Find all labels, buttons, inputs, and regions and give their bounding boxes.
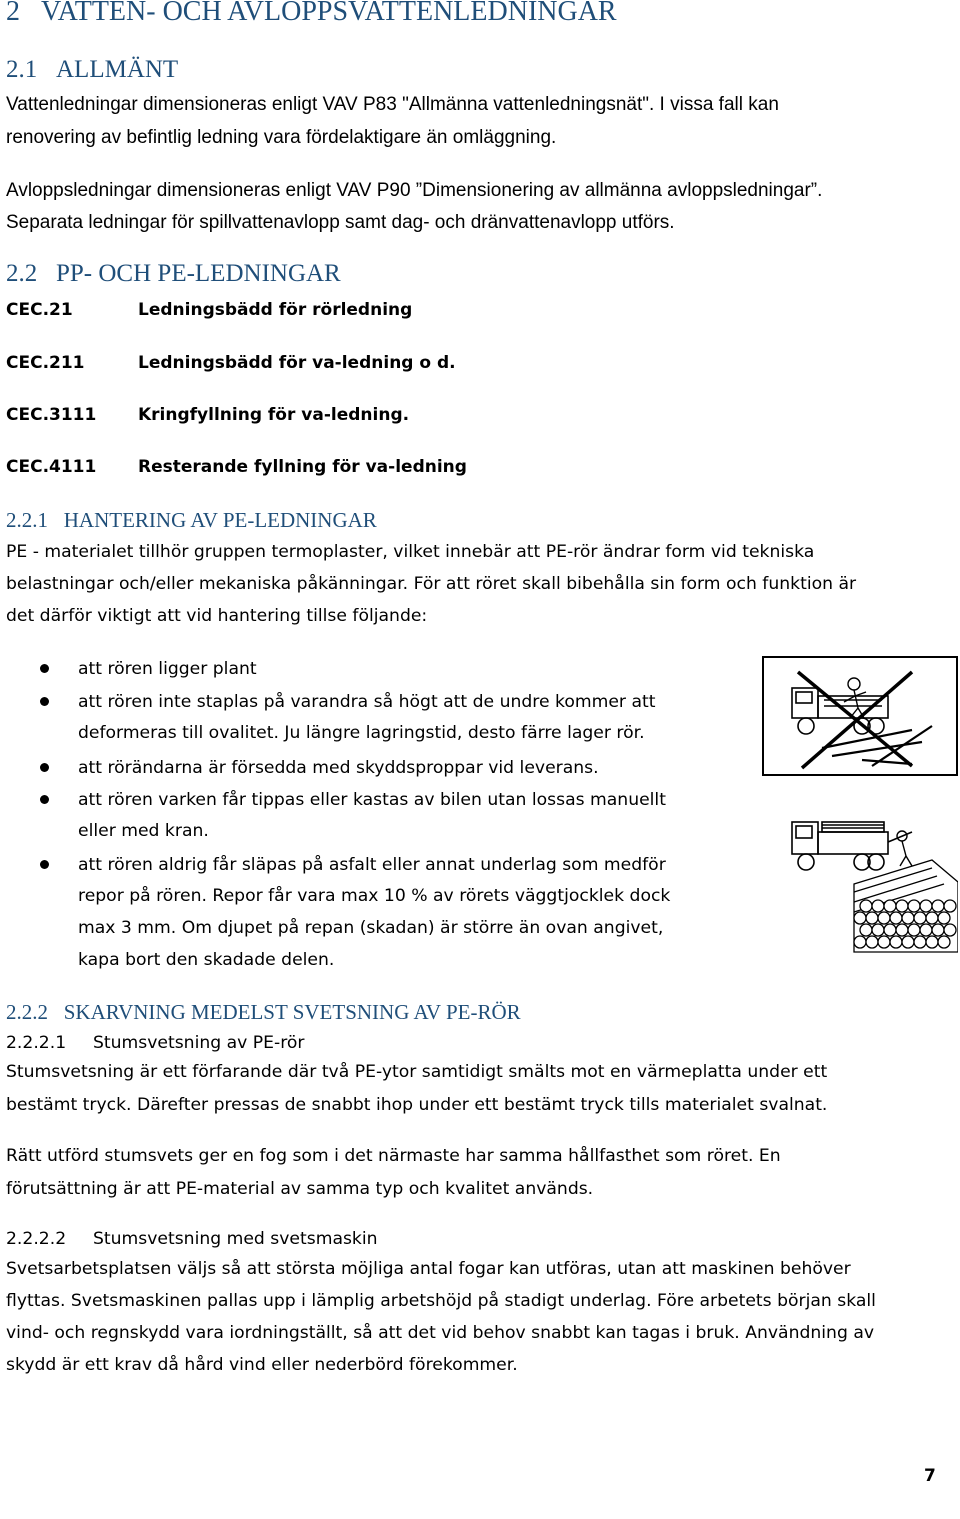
list-item: att rören ligger plant xyxy=(78,659,257,679)
chapter-heading xyxy=(6,0,617,28)
paragraph-line: Stumsvetsning är ett förfarande där två PE-ytor samtidigt smälts mot en värmeplatta under ett xyxy=(6,1062,828,1082)
section-number: 2.2.1 xyxy=(6,508,48,532)
subsection-number: 2.2.2.1 xyxy=(6,1033,67,1053)
cec-code: CEC.21 xyxy=(6,300,73,320)
paragraph-line: Rätt utförd stumsvets ger en fog som i det närmaste har samma hållfasthet som röret. En xyxy=(6,1146,781,1166)
chapter-title: VATTEN- OCH AVLOPPSVATTENLEDNINGAR xyxy=(41,0,617,27)
list-item: att rören aldrig får släpas på asfalt eller annat underlag som medför xyxy=(78,855,666,875)
subsection-title: Stumsvetsning av PE-rör xyxy=(93,1033,305,1053)
paragraph-line: renovering av befintlig ledning vara fördelaktigare än omläggning. xyxy=(6,127,557,148)
cec-title: Ledningsbädd för va-ledning o d. xyxy=(138,353,456,373)
cec-title: Resterande fyllning för va-ledning xyxy=(138,457,467,477)
crane-truck-icon xyxy=(792,822,912,870)
list-item-continued: repor på rören. Repor får vara max 10 % av rörets väggtjocklek dock xyxy=(78,886,671,906)
list-item-continued: eller med kran. xyxy=(78,821,209,841)
bullet-icon xyxy=(40,697,49,706)
bullet-icon xyxy=(40,795,49,804)
bullet-icon xyxy=(40,860,49,869)
bullet-icon xyxy=(40,664,49,673)
bullet-icon xyxy=(40,763,49,772)
section-number: 2.2.2 xyxy=(6,1000,48,1024)
cec-code: CEC.3111 xyxy=(6,405,97,425)
paragraph-line: vind- och regnskydd vara iordningställt, så att det vid behov snabbt kan tagas i bruk. Användning av xyxy=(6,1323,875,1343)
cec-code: CEC.4111 xyxy=(6,457,97,477)
worker-icon xyxy=(897,831,912,866)
section-heading-2-2-1 xyxy=(6,508,377,533)
pipe-handling-drawing xyxy=(762,656,958,960)
chapter-number: 2 xyxy=(6,0,20,27)
list-item: att rörändarna är försedda med skyddsproppar vid leverans. xyxy=(78,758,599,778)
section-title: SKARVNING MEDELST SVETSNING AV PE-RÖR xyxy=(63,1000,521,1024)
section-heading-2-2 xyxy=(6,260,341,288)
paragraph-line: belastningar och/eller mekaniska påkänningar. För att röret skall bibehålla sin form och funktion är xyxy=(6,574,857,594)
section-title: PP- OCH PE-LEDNINGAR xyxy=(56,260,341,287)
list-item-continued: max 3 mm. Om djupet på repan (skadan) är större än ovan angivet, xyxy=(78,918,664,938)
list-item: att rören inte staplas på varandra så högt att de undre kommer att xyxy=(78,692,656,712)
paragraph-line: Separata ledningar för spillvattenavlopp samt dag- och dränvattenavlopp utförs. xyxy=(6,212,675,233)
pipe-stack-icon xyxy=(854,860,958,952)
cec-code: CEC.211 xyxy=(6,353,85,373)
list-item-continued: deformeras till ovalitet. Ju längre lagringstid, desto färre lager rör. xyxy=(78,723,645,743)
section-title: ALLMÄNT xyxy=(56,56,179,83)
section-heading-2-1 xyxy=(6,56,178,84)
paragraph-line: Vattenledningar dimensioneras enligt VAV P83 "Allmänna vattenledningsnät". I vissa fall kan xyxy=(6,94,779,115)
subsection-title: Stumsvetsning med svetsmaskin xyxy=(93,1229,378,1249)
list-item: att rören varken får tippas eller kastas av bilen utan lossas manuellt xyxy=(78,790,666,810)
page-number: 7 xyxy=(924,1466,936,1486)
paragraph-line: PE - materialet tillhör gruppen termoplaster, vilket innebär att PE-rör ändrar form vid tekniska xyxy=(6,542,815,562)
paragraph-line: förutsättning är att PE-material av samma typ och kvalitet används. xyxy=(6,1179,594,1199)
paragraph-line: flyttas. Svetsmaskinen pallas upp i lämplig arbetshöjd på stadigt underlag. Före arbetets början skall xyxy=(6,1291,876,1311)
pipe-handling-illustration xyxy=(762,656,958,960)
list-item-continued: kapa bort den skadade delen. xyxy=(78,950,335,970)
paragraph-line: bestämt tryck. Därefter pressas de snabbt ihop under ett bestämt tryck tills materialet svalnat. xyxy=(6,1095,828,1115)
section-heading-2-2-2 xyxy=(6,1000,521,1025)
paragraph-line: det därför viktigt att vid hantering tillse följande: xyxy=(6,606,428,626)
paragraph-line: Svetsarbetsplatsen väljs så att största möjliga antal fogar kan utföras, utan att maskinen behöver xyxy=(6,1259,851,1279)
cec-title: Kringfyllning för va-ledning. xyxy=(138,405,410,425)
section-number: 2.1 xyxy=(6,56,38,83)
paragraph-line: skydd är ett krav då hård vind eller nederbörd förekommer. xyxy=(6,1355,518,1375)
section-number: 2.2 xyxy=(6,260,38,287)
section-title: HANTERING AV PE-LEDNINGAR xyxy=(63,508,377,532)
cec-title: Ledningsbädd för rörledning xyxy=(138,300,413,320)
subsection-number: 2.2.2.2 xyxy=(6,1229,67,1249)
paragraph-line: Avloppsledningar dimensioneras enligt VAV P90 ”Dimensionering av allmänna avloppsledningar”. xyxy=(6,180,823,201)
